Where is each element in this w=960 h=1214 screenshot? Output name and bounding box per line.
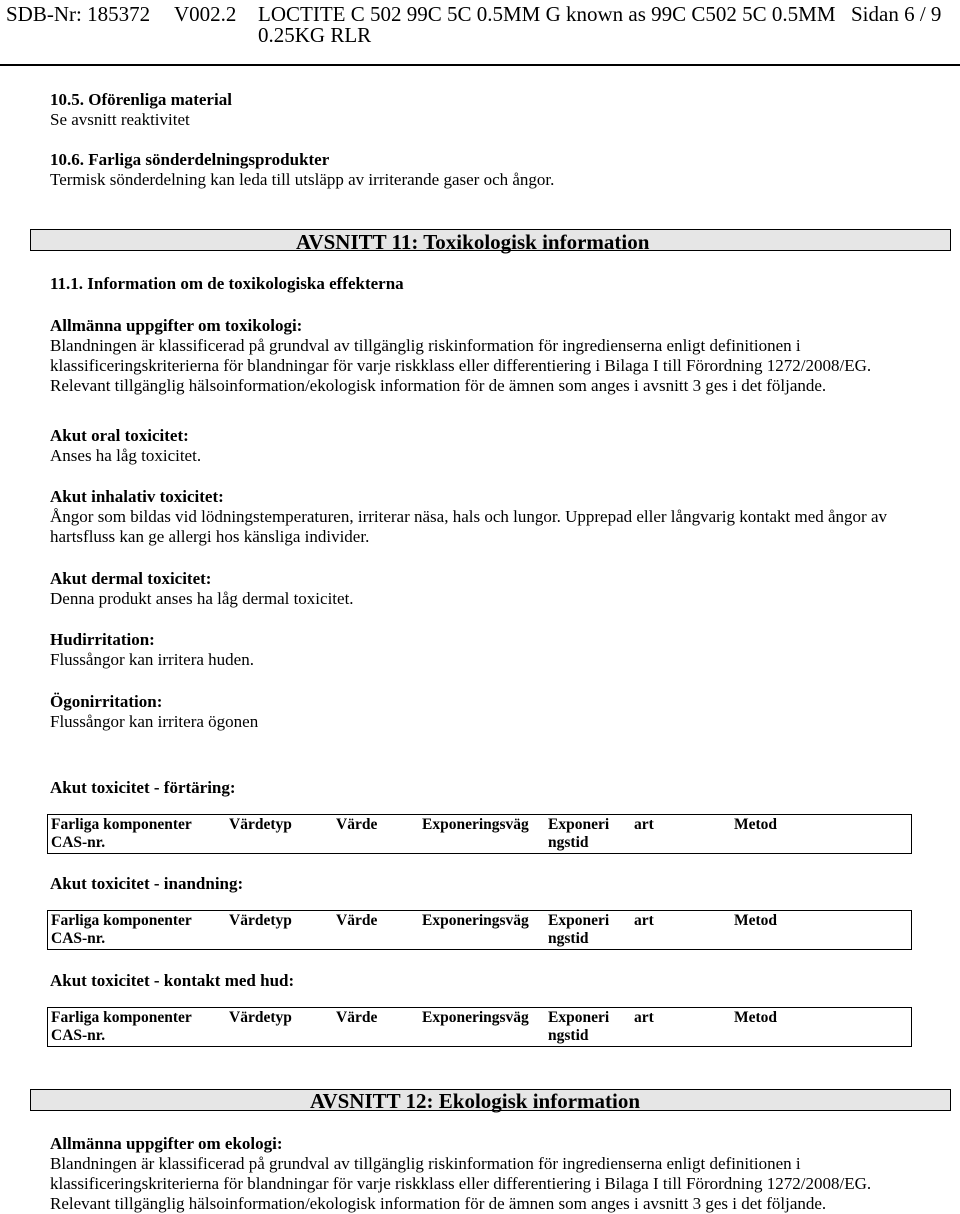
table-header-row xyxy=(48,1008,912,1047)
dermal-toxicity-text: Denna produkt anses ha låg dermal toxicitet. xyxy=(50,589,354,608)
text-10-6: Termisk sönderdelning kan leda till utsläpp av irriterande gaser och ångor. xyxy=(50,170,555,189)
dermal-table-heading: Akut toxicitet - kontakt med hud: xyxy=(50,971,295,990)
column-header-route: Exponeringsväg xyxy=(422,1009,529,1026)
column-header-exposure-time: Exponeri ngstid xyxy=(548,912,610,947)
column-header-value-type: Värdetyp xyxy=(229,912,292,929)
dermal-toxicity-table xyxy=(47,1007,912,1047)
oral-toxicity-heading: Akut oral toxicitet: xyxy=(50,426,189,445)
toxicology-general-heading: Allmänna uppgifter om toxikologi: xyxy=(50,316,303,335)
header-rule xyxy=(0,64,960,66)
skin-irritation-heading: Hudirritation: xyxy=(50,630,155,649)
toxicology-general-line: Relevant tillgänglig hälsoinformation/ekologisk information för de ämnen som anges i avsnitt 3 ges i det följande. xyxy=(50,376,827,395)
dermal-toxicity-heading: Akut dermal toxicitet: xyxy=(50,569,212,588)
section-11-title: AVSNITT 11: Toxikologisk information xyxy=(296,230,650,254)
column-header-exposure-time: Exponeri ngstid xyxy=(548,816,610,851)
inhalation-toxicity-heading: Akut inhalativ toxicitet: xyxy=(50,487,224,506)
heading-10-6: 10.6. Farliga sönderdelningsprodukter xyxy=(50,150,330,169)
column-header-species: art xyxy=(634,816,654,833)
column-header-method: Metod xyxy=(734,816,778,833)
skin-irritation-text: Flussångor kan irritera huden. xyxy=(50,650,254,669)
table-header-row xyxy=(48,911,912,950)
column-header-exposure-time: Exponeri ngstid xyxy=(548,1009,610,1044)
column-header-component: Farliga komponenter CAS-nr. xyxy=(51,1009,192,1044)
heading-10-5: 10.5. Oförenliga material xyxy=(50,90,232,109)
column-header-component: Farliga komponenter CAS-nr. xyxy=(51,816,192,851)
column-header-value: Värde xyxy=(336,816,378,833)
eye-irritation-text: Flussångor kan irritera ögonen xyxy=(50,712,259,731)
inhalation-toxicity-line: hartsfluss kan ge allergi hos känsliga individer. xyxy=(50,527,370,546)
inhalation-toxicity-line: Ångor som bildas vid lödningstemperaturen, irriterar näsa, hals och lungor. Upprepad eller långvarig kontakt med ångor av xyxy=(50,507,888,526)
eye-irritation-heading: Ögonirritation: xyxy=(50,692,163,711)
column-header-method: Metod xyxy=(734,912,778,929)
column-header-route: Exponeringsväg xyxy=(422,816,529,833)
column-header-value: Värde xyxy=(336,1009,378,1026)
column-header-value-type: Värdetyp xyxy=(229,1009,292,1026)
text-10-5: Se avsnitt reaktivitet xyxy=(50,110,190,129)
table-header-row xyxy=(48,815,912,854)
column-header-value: Värde xyxy=(336,912,378,929)
column-header-method: Metod xyxy=(734,1009,778,1026)
inhalation-toxicity-table xyxy=(47,910,912,950)
product-name-line2: 0.25KG RLR xyxy=(258,23,372,47)
section-12-title: AVSNITT 12: Ekologisk information xyxy=(310,1089,641,1113)
oral-toxicity-table-heading: Akut toxicitet - förtäring: xyxy=(50,778,236,797)
column-header-component: Farliga komponenter CAS-nr. xyxy=(51,912,192,947)
toxicology-general-line: klassificeringskriterierna för blandningar för varje riskklass eller differentiering i Bilaga I till Förordning 1272/2008/EG. xyxy=(50,356,872,375)
product-name-line1: LOCTITE C 502 99C 5C 0.5MM G known as 99C C502 5C 0.5MM xyxy=(258,2,836,26)
ecology-general-heading: Allmänna uppgifter om ekologi: xyxy=(50,1134,283,1153)
ecology-general-line: Blandningen är klassificerad på grundval av tillgänglig riskinformation för ingredienserna enligt definitionen i xyxy=(50,1154,801,1173)
column-header-species: art xyxy=(634,912,654,929)
ecology-general-line: Relevant tillgänglig hälsoinformation/ekologisk information för de ämnen som anges i avsnitt 3 ges i det följande. xyxy=(50,1194,827,1213)
subsection-11-1: 11.1. Information om de toxikologiska effekterna xyxy=(50,274,404,293)
oral-toxicity-table xyxy=(47,814,912,854)
ecology-general-line: klassificeringskriterierna för blandningar för varje riskklass eller differentiering i Bilaga I till Förordning 1272/2008/EG. xyxy=(50,1174,872,1193)
page-number: Sidan 6 / 9 xyxy=(851,2,942,26)
inhalation-table-heading: Akut toxicitet - inandning: xyxy=(50,874,244,893)
column-header-route: Exponeringsväg xyxy=(422,912,529,929)
toxicology-general-line: Blandningen är klassificerad på grundval av tillgänglig riskinformation för ingredienserna enligt definitionen i xyxy=(50,336,801,355)
sdb-number: SDB-Nr: 185372 xyxy=(6,2,151,26)
version: V002.2 xyxy=(174,2,237,26)
oral-toxicity-text: Anses ha låg toxicitet. xyxy=(50,446,202,465)
column-header-species: art xyxy=(634,1009,654,1026)
column-header-value-type: Värdetyp xyxy=(229,816,292,833)
